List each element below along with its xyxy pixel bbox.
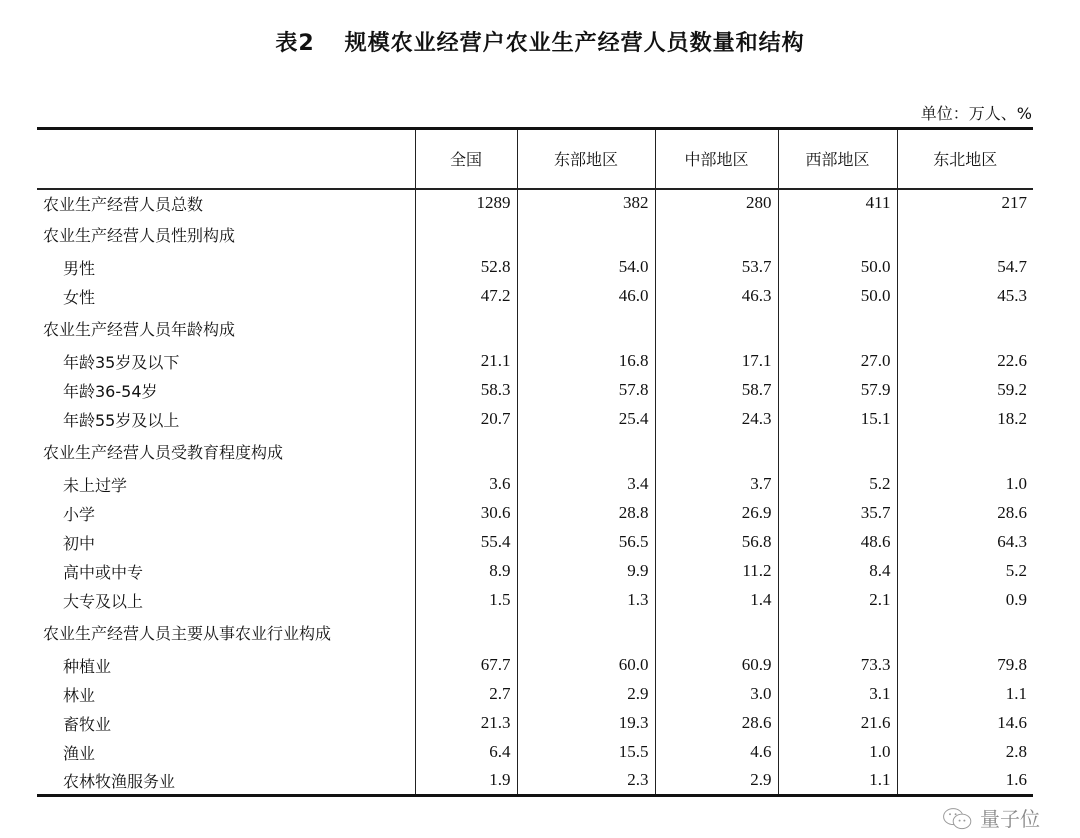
table-row — [37, 253, 1033, 282]
row-label: 高中或中专 — [63, 562, 144, 582]
cell-value — [415, 434, 517, 470]
watermark-text: 量子位 — [980, 807, 1040, 831]
cell-value: 50.0 — [778, 253, 897, 282]
cell-value: 15.5 — [517, 738, 655, 767]
cell-value: 4.6 — [655, 738, 778, 767]
row-label: 年龄35岁及以下 — [63, 352, 180, 372]
table-row — [37, 405, 1033, 434]
table-row — [37, 738, 1033, 767]
cell-value: 24.3 — [655, 405, 778, 434]
cell-value: 15.1 — [778, 405, 897, 434]
data-table — [37, 127, 1033, 797]
cell-value: 1.3 — [517, 586, 655, 615]
cell-value: 3.4 — [517, 470, 655, 499]
cell-value: 1.1 — [897, 680, 1033, 709]
cell-value: 47.2 — [415, 282, 517, 311]
table-row — [37, 651, 1033, 680]
cell-value: 2.9 — [655, 767, 778, 796]
cell-value: 57.8 — [517, 376, 655, 405]
cell-value: 11.2 — [655, 557, 778, 586]
cell-value: 9.9 — [517, 557, 655, 586]
cell-value: 45.3 — [897, 282, 1033, 311]
cell-value: 19.3 — [517, 709, 655, 738]
cell-value: 21.6 — [778, 709, 897, 738]
cell-value: 52.8 — [415, 253, 517, 282]
table-row — [37, 376, 1033, 405]
cell-value: 30.6 — [415, 499, 517, 528]
cell-value: 35.7 — [778, 499, 897, 528]
table-row — [37, 557, 1033, 586]
category-row — [37, 615, 1033, 651]
cell-value: 3.1 — [778, 680, 897, 709]
cell-value: 21.1 — [415, 347, 517, 376]
cell-value: 25.4 — [517, 405, 655, 434]
cell-value — [517, 217, 655, 253]
table-row — [37, 499, 1033, 528]
header-blank — [37, 129, 415, 189]
cell-value: 2.7 — [415, 680, 517, 709]
cell-value: 27.0 — [778, 347, 897, 376]
cell-value: 67.7 — [415, 651, 517, 680]
cell-value: 3.6 — [415, 470, 517, 499]
table-title-text: 规模农业经营户农业生产经营人员数量和结构 — [344, 31, 805, 56]
row-label: 农业生产经营人员年龄构成 — [43, 320, 236, 339]
cell-value: 57.9 — [778, 376, 897, 405]
column-header: 东部地区 — [517, 129, 655, 189]
cell-value — [415, 615, 517, 651]
column-header: 东北地区 — [897, 129, 1033, 189]
cell-value: 56.5 — [517, 528, 655, 557]
row-label: 农业生产经营人员主要从事农业行业构成 — [43, 624, 332, 643]
cell-value: 59.2 — [897, 376, 1033, 405]
cell-value: 1.4 — [655, 586, 778, 615]
cell-value — [897, 311, 1033, 347]
cell-value: 217 — [897, 189, 1033, 217]
cell-value: 1289 — [415, 189, 517, 217]
cell-value — [655, 217, 778, 253]
cell-value: 1.5 — [415, 586, 517, 615]
cell-value — [897, 615, 1033, 651]
cell-value: 18.2 — [897, 405, 1033, 434]
cell-value: 60.9 — [655, 651, 778, 680]
cell-value: 3.0 — [655, 680, 778, 709]
cell-value: 56.8 — [655, 528, 778, 557]
cell-value — [517, 311, 655, 347]
row-label: 农业生产经营人员受教育程度构成 — [43, 443, 284, 462]
cell-value: 6.4 — [415, 738, 517, 767]
cell-value — [655, 311, 778, 347]
row-label: 农业生产经营人员性别构成 — [43, 226, 236, 245]
cell-value: 0.9 — [897, 586, 1033, 615]
cell-value: 5.2 — [778, 470, 897, 499]
row-label: 大专及以上 — [63, 591, 144, 611]
table-row — [37, 528, 1033, 557]
table-body — [37, 189, 1033, 796]
cell-value: 411 — [778, 189, 897, 217]
cell-value: 28.6 — [897, 499, 1033, 528]
cell-value: 1.1 — [778, 767, 897, 796]
cell-value: 55.4 — [415, 528, 517, 557]
table-row — [37, 347, 1033, 376]
cell-value: 48.6 — [778, 528, 897, 557]
cell-value: 8.9 — [415, 557, 517, 586]
cell-value: 2.1 — [778, 586, 897, 615]
wechat-icon — [942, 807, 974, 831]
header-row — [37, 129, 1033, 189]
cell-value: 60.0 — [517, 651, 655, 680]
cell-value: 382 — [517, 189, 655, 217]
row-label: 女性 — [63, 287, 96, 307]
cell-value: 50.0 — [778, 282, 897, 311]
cell-value — [655, 434, 778, 470]
cell-value — [517, 434, 655, 470]
cell-value — [415, 311, 517, 347]
category-row — [37, 434, 1033, 470]
cell-value: 5.2 — [897, 557, 1033, 586]
cell-value: 26.9 — [655, 499, 778, 528]
category-row — [37, 311, 1033, 347]
cell-value: 21.3 — [415, 709, 517, 738]
table-row — [37, 767, 1033, 796]
cell-value: 1.0 — [778, 738, 897, 767]
cell-value: 64.3 — [897, 528, 1033, 557]
cell-value — [655, 615, 778, 651]
row-label: 年龄55岁及以上 — [63, 410, 180, 430]
table-row — [37, 680, 1033, 709]
watermark — [942, 806, 1040, 832]
cell-value — [897, 434, 1033, 470]
column-header: 全国 — [415, 129, 517, 189]
row-label: 男性 — [63, 258, 96, 278]
row-label: 年龄36-54岁 — [63, 381, 158, 401]
column-header: 中部地区 — [655, 129, 778, 189]
row-label: 农林牧渔服务业 — [63, 771, 176, 791]
table-number: 表2 — [275, 31, 315, 56]
cell-value: 17.1 — [655, 347, 778, 376]
table-row — [37, 282, 1033, 311]
row-label: 未上过学 — [63, 475, 128, 495]
cell-value: 54.0 — [517, 253, 655, 282]
cell-value: 53.7 — [655, 253, 778, 282]
table-row — [37, 586, 1033, 615]
cell-value: 54.7 — [897, 253, 1033, 282]
cell-value — [778, 217, 897, 253]
cell-value — [778, 434, 897, 470]
cell-value: 79.8 — [897, 651, 1033, 680]
cell-value: 73.3 — [778, 651, 897, 680]
cell-value — [778, 311, 897, 347]
cell-value: 22.6 — [897, 347, 1033, 376]
cell-value: 1.0 — [897, 470, 1033, 499]
cell-value — [897, 217, 1033, 253]
row-label: 种植业 — [63, 656, 112, 676]
table-row — [37, 709, 1033, 738]
cell-value: 28.6 — [655, 709, 778, 738]
cell-value: 58.7 — [655, 376, 778, 405]
row-label: 畜牧业 — [63, 714, 112, 734]
row-label: 小学 — [63, 504, 96, 524]
cell-value: 16.8 — [517, 347, 655, 376]
cell-value: 28.8 — [517, 499, 655, 528]
cell-value: 20.7 — [415, 405, 517, 434]
cell-value: 46.0 — [517, 282, 655, 311]
cell-value — [517, 615, 655, 651]
table-row — [37, 189, 1033, 217]
row-label: 初中 — [63, 533, 96, 553]
table-row — [37, 470, 1033, 499]
cell-value: 58.3 — [415, 376, 517, 405]
row-label: 农业生产经营人员总数 — [43, 194, 204, 214]
cell-value — [415, 217, 517, 253]
cell-value: 3.7 — [655, 470, 778, 499]
cell-value: 1.9 — [415, 767, 517, 796]
cell-value: 1.6 — [897, 767, 1033, 796]
cell-value: 2.3 — [517, 767, 655, 796]
cell-value: 8.4 — [778, 557, 897, 586]
table-title — [0, 26, 1080, 57]
cell-value: 46.3 — [655, 282, 778, 311]
cell-value: 280 — [655, 189, 778, 217]
unit-label: 单位：万人、% — [920, 104, 1032, 123]
category-row — [37, 217, 1033, 253]
cell-value — [778, 615, 897, 651]
cell-value: 2.9 — [517, 680, 655, 709]
row-label: 渔业 — [63, 743, 96, 763]
cell-value: 2.8 — [897, 738, 1033, 767]
cell-value: 14.6 — [897, 709, 1033, 738]
row-label: 林业 — [63, 685, 96, 705]
column-header: 西部地区 — [778, 129, 897, 189]
